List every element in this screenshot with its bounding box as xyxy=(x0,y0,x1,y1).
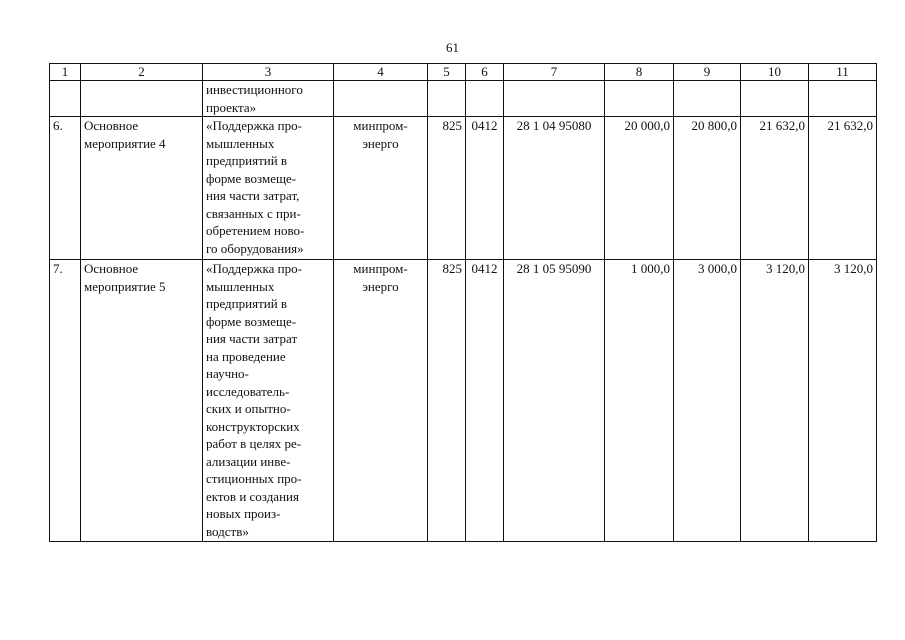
csr-code: 28 1 05 95090 xyxy=(504,260,605,542)
header-col-2: 2 xyxy=(81,64,203,81)
header-col-1: 1 xyxy=(50,64,81,81)
cont-cell-name: инвестиционного проекта» xyxy=(203,81,334,117)
table-row xyxy=(50,117,877,260)
row-number: 7. xyxy=(50,260,81,542)
grbs-code: 825 xyxy=(428,260,466,542)
amount-col-9: 3 000,0 xyxy=(674,260,741,542)
executor: минпром- энерго xyxy=(334,260,428,542)
header-col-10: 10 xyxy=(741,64,809,81)
header-row xyxy=(50,64,877,81)
header-col-5: 5 xyxy=(428,64,466,81)
header-col-6: 6 xyxy=(466,64,504,81)
measure-description: «Поддержка про- мышленных предприятий в форме возмеще- ния части затрат на проведение научно- исследователь- ских и опытно- конструкторских работ в целях ре- ализации инве- стиционных про- ектов и создания новых произ- водств» xyxy=(203,260,334,542)
amount-col-11: 3 120,0 xyxy=(809,260,877,542)
executor: минпром- энерго xyxy=(334,117,428,260)
header-col-3: 3 xyxy=(203,64,334,81)
rzpr-code: 0412 xyxy=(466,117,504,260)
cont-cell-y3 xyxy=(741,81,809,117)
cont-cell-grbs xyxy=(428,81,466,117)
row-number: 6. xyxy=(50,117,81,260)
amount-col-8: 20 000,0 xyxy=(605,117,674,260)
header-col-8: 8 xyxy=(605,64,674,81)
cont-cell-num xyxy=(50,81,81,117)
cont-cell-y4 xyxy=(809,81,877,117)
cont-cell-rzpr xyxy=(466,81,504,117)
rzpr-code: 0412 xyxy=(466,260,504,542)
cont-cell-csr xyxy=(504,81,605,117)
event-name: Основное мероприятие 4 xyxy=(81,117,203,260)
page-number: 61 xyxy=(446,40,459,55)
header-col-4: 4 xyxy=(334,64,428,81)
csr-code: 28 1 04 95080 xyxy=(504,117,605,260)
amount-col-9: 20 800,0 xyxy=(674,117,741,260)
grbs-code: 825 xyxy=(428,117,466,260)
cont-cell-event xyxy=(81,81,203,117)
continuation-row xyxy=(50,81,877,117)
amount-col-10: 21 632,0 xyxy=(741,117,809,260)
header-col-9: 9 xyxy=(674,64,741,81)
table-row xyxy=(50,260,877,542)
amount-col-11: 21 632,0 xyxy=(809,117,877,260)
header-col-7: 7 xyxy=(504,64,605,81)
budget-table xyxy=(49,63,877,542)
measure-description: «Поддержка про- мышленных предприятий в форме возмеще- ния части затрат, связанных с при- обретением ново- го оборудования» xyxy=(203,117,334,260)
header-col-11: 11 xyxy=(809,64,877,81)
amount-col-10: 3 120,0 xyxy=(741,260,809,542)
cont-cell-executor xyxy=(334,81,428,117)
amount-col-8: 1 000,0 xyxy=(605,260,674,542)
event-name: Основное мероприятие 5 xyxy=(81,260,203,542)
cont-cell-y2 xyxy=(674,81,741,117)
cont-cell-y1 xyxy=(605,81,674,117)
